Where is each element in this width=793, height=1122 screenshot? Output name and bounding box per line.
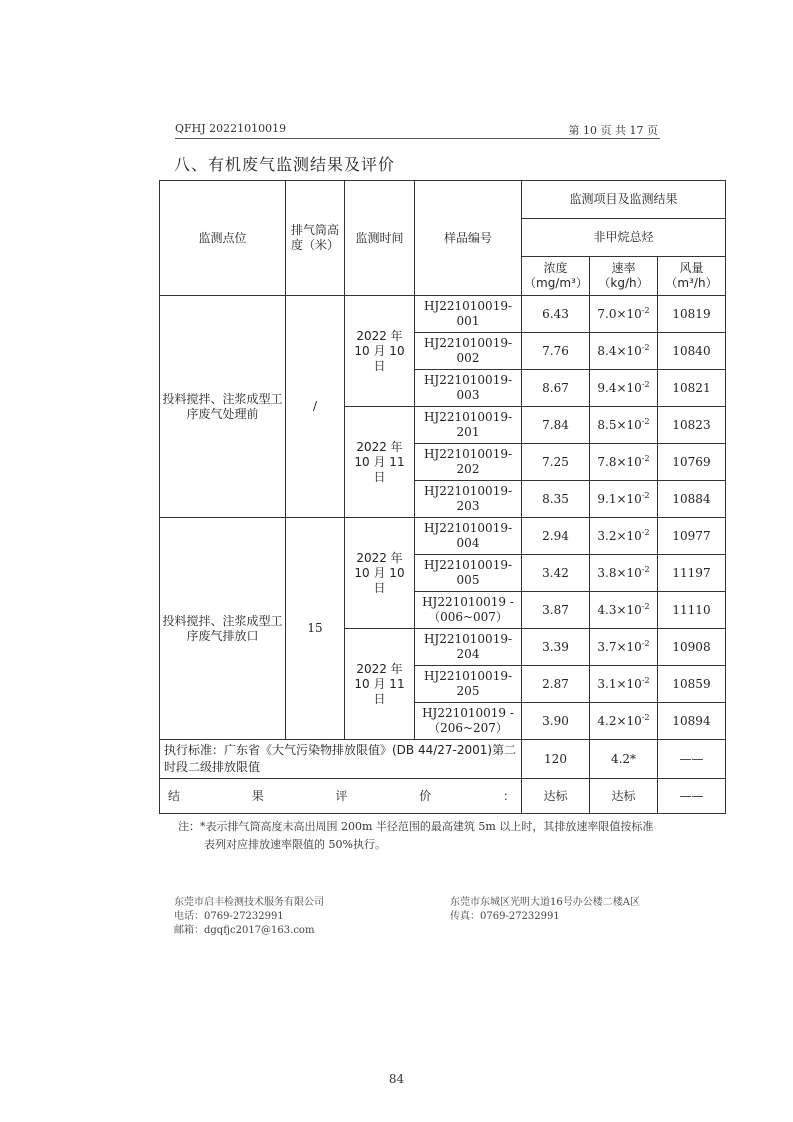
footer-company: 东莞市启丰检测技术服务有限公司 [174,897,324,908]
sample-id: HJ221010019-204 [415,629,522,666]
rate-base: 3.1×10 [597,676,642,691]
flow-value: 10769 [658,444,726,481]
rate-value [590,555,658,592]
header-height: 排气筒高度（米） [286,181,345,296]
page-number: 84 [388,1072,405,1086]
rate-exponent: -2 [641,638,650,648]
table-row [160,779,726,814]
sample-id: HJ221010019 -（206~207） [415,703,522,740]
table-row [160,181,726,219]
flow-value: 11110 [658,592,726,629]
table-row [160,518,726,555]
conc-value: 3.90 [522,703,590,740]
flow-value: 10859 [658,666,726,703]
footer-left [174,896,324,938]
evaluation-char: ： [502,788,515,803]
flow-value: 11197 [658,555,726,592]
conc-value: 3.39 [522,629,590,666]
sample-id: HJ221010019-205 [415,666,522,703]
flow-value: 10894 [658,703,726,740]
rate-base: 9.1×10 [597,491,642,506]
flow-value: 10819 [658,296,726,333]
rate-base: 4.3×10 [597,602,642,617]
standard-flow: —— [658,740,726,779]
rate-exponent: -2 [641,601,650,611]
date-cell: 2022 年 10 月 11 日 [345,629,415,740]
rate-exponent: -2 [641,675,650,685]
header-sample: 样品编号 [415,181,522,296]
table-row [160,296,726,333]
rate-base: 8.5×10 [597,417,642,432]
rate-value [590,296,658,333]
evaluation-flow: —— [658,779,726,814]
rate-value [590,481,658,518]
rate-value [590,666,658,703]
flow-value: 10977 [658,518,726,555]
height-cell: 15 [286,518,345,740]
flow-value: 10908 [658,629,726,666]
flow-value: 10821 [658,370,726,407]
results-table [159,180,726,814]
date-cell: 2022 年 10 月 11 日 [345,407,415,518]
header-time: 监测时间 [345,181,415,296]
sample-id: HJ221010019-003 [415,370,522,407]
rate-value [590,333,658,370]
sample-id: HJ221010019-004 [415,518,522,555]
rate-exponent: -2 [641,342,650,352]
rate-value [590,592,658,629]
footer-address: 东莞市东城区光明大道16号办公楼二楼A区 [450,897,640,908]
standard-label: 执行标准：广东省《大气污染物排放限值》(DB 44/27-2001)第二时段二级排放限值 [160,740,522,779]
sample-id: HJ221010019-002 [415,333,522,370]
header-item: 非甲烷总烃 [522,219,726,257]
rate-base: 8.4×10 [597,343,642,358]
rate-base: 7.0×10 [597,306,642,321]
rate-value [590,629,658,666]
rate-exponent: -2 [641,527,650,537]
sample-id: HJ221010019-201 [415,407,522,444]
conc-value: 3.42 [522,555,590,592]
evaluation-char: 价 [419,788,432,803]
rate-exponent: -2 [641,305,650,315]
sample-id: HJ221010019-202 [415,444,522,481]
footer-email: 邮箱：dgqfjc2017@163.com [174,925,315,936]
footer-phone: 电话：0769-27232991 [174,911,284,922]
rate-base: 3.2×10 [597,528,642,543]
evaluation-label [160,779,522,814]
evaluation-rate: 达标 [590,779,658,814]
conc-value: 2.94 [522,518,590,555]
sample-id: HJ221010019-203 [415,481,522,518]
point-cell: 投料搅拌、注浆成型工序废气排放口 [160,518,286,740]
page-info: 第 10 页 共 17 页 [568,124,658,137]
sample-id: HJ221010019-005 [415,555,522,592]
sample-id: HJ221010019-001 [415,296,522,333]
date-cell: 2022 年 10 月 10 日 [345,296,415,407]
standard-rate: 4.2* [590,740,658,779]
rate-base: 3.7×10 [597,639,642,654]
standard-conc: 120 [522,740,590,779]
flow-value: 10884 [658,481,726,518]
table-note [178,818,658,854]
conc-value: 3.87 [522,592,590,629]
height-cell: / [286,296,345,518]
evaluation-label-text [162,789,519,804]
sample-id: HJ221010019 -（006~007） [415,592,522,629]
header-conc: 浓度（mg/m³） [522,257,590,296]
conc-value: 2.87 [522,666,590,703]
evaluation-conc: 达标 [522,779,590,814]
rate-base: 4.2×10 [597,713,642,728]
evaluation-char: 评 [335,788,348,803]
rate-base: 7.8×10 [597,454,642,469]
flow-value: 10840 [658,333,726,370]
rate-exponent: -2 [641,564,650,574]
header-divider [175,138,660,139]
conc-value: 7.84 [522,407,590,444]
date-cell: 2022 年 10 月 10 日 [345,518,415,629]
table-row [160,740,726,779]
report-number: QFHJ 20221010019 [175,122,287,135]
footer-right [450,896,640,924]
evaluation-char: 果 [251,788,264,803]
conc-value: 7.25 [522,444,590,481]
rate-value [590,703,658,740]
rate-value [590,444,658,481]
rate-exponent: -2 [641,416,650,426]
rate-value [590,407,658,444]
header-flow: 风量（m³/h） [658,257,726,296]
rate-exponent: -2 [641,712,650,722]
rate-value [590,370,658,407]
rate-base: 3.8×10 [597,565,642,580]
evaluation-char: 结 [168,788,181,803]
rate-exponent: -2 [641,379,650,389]
rate-exponent: -2 [641,453,650,463]
flow-value: 10823 [658,407,726,444]
rate-exponent: -2 [641,490,650,500]
footer-fax: 传真：0769-27232991 [450,911,560,922]
rate-base: 9.4×10 [597,380,642,395]
rate-value [590,518,658,555]
header-rate: 速率（kg/h） [590,257,658,296]
section-title: 八、有机废气监测结果及评价 [174,155,396,174]
conc-value: 7.76 [522,333,590,370]
point-cell: 投料搅拌、注浆成型工序废气处理前 [160,296,286,518]
conc-value: 8.35 [522,481,590,518]
note-line-2: 表列对应排放速率限值的 50%执行。 [204,838,386,851]
conc-value: 6.43 [522,296,590,333]
header-point: 监测点位 [160,181,286,296]
header-group: 监测项目及监测结果 [522,181,726,219]
conc-value: 8.67 [522,370,590,407]
note-line-1: 注：*表示排气筒高度未高出周围 200m 半径范围的最高建筑 5m 以上时，其排放速率限值按标准 [178,820,654,833]
